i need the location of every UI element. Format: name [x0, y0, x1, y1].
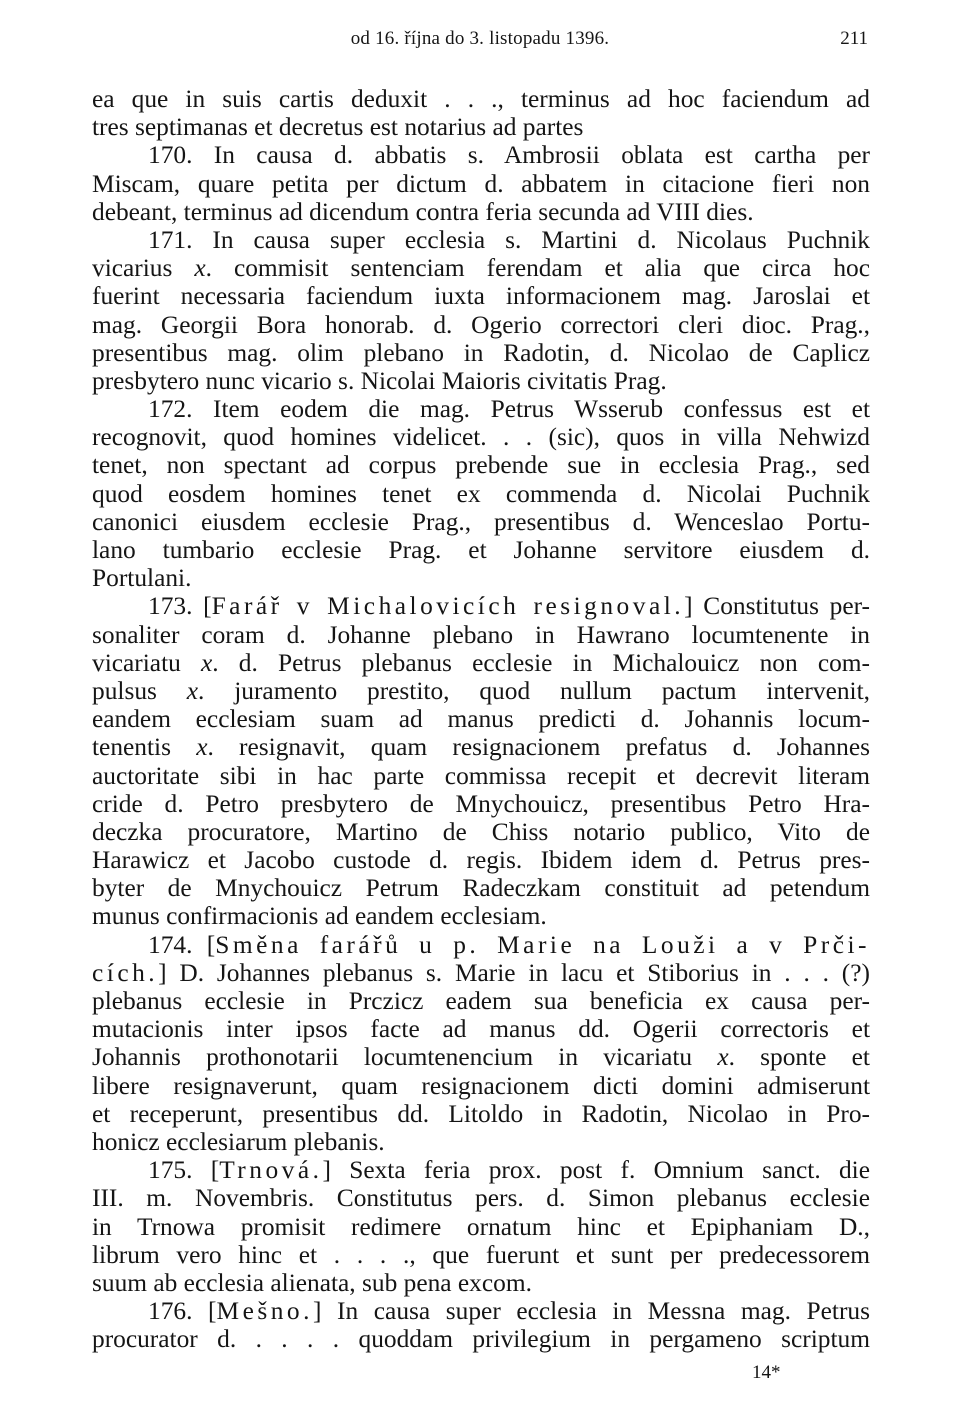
text-line	[92, 1269, 870, 1297]
text-line	[92, 141, 870, 169]
text-segment: presbytero nunc vicario s. Nicolai Maioris civitatis Prag.	[92, 366, 667, 395]
text-line	[92, 226, 870, 254]
text-line	[92, 85, 870, 113]
text-line	[92, 451, 870, 479]
text-segment: sonaliter coram d. Johanne plebano in Hawrano locumtenente in	[92, 620, 870, 649]
text-segment: 176. [	[148, 1297, 217, 1326]
text-segment: 171. In causa super ecclesia s. Martini d. Nicolaus Puchnik	[148, 225, 870, 254]
text-segment: librum vero hinc et . . . ., que fuerunt et sunt per predecessorem	[92, 1240, 870, 1269]
text-segment: deczka procuratore, Martino de Chiss notario publico, Vito de	[92, 817, 870, 846]
text-segment: Portulani.	[92, 564, 192, 593]
text-segment: lano tumbario ecclesie Prag. et Johanne servitore eiusdem d.	[92, 536, 870, 564]
text-segment: cích.	[92, 958, 159, 987]
text-segment: 170. In causa d. abbatis s. Ambrosii oblata est cartha per	[148, 141, 870, 170]
text-line	[92, 649, 870, 677]
text-segment: x	[717, 1043, 729, 1072]
text-line	[92, 254, 870, 282]
text-segment: ] Sexta feria prox. post f. Omnium sanct. die	[322, 1156, 870, 1185]
text-line	[92, 1213, 870, 1241]
text-line	[92, 1325, 870, 1353]
text-line	[92, 1156, 870, 1184]
text-segment: et receperunt, presentibus dd. Litoldo in Radotin, Nicolao in Pro-	[92, 1099, 870, 1128]
text-segment: 174. [	[148, 930, 216, 959]
text-segment: cride d. Petro presbytero de Mnychouicz, presentibus Petro Hra-	[92, 789, 870, 818]
text-segment: recognovit, quod homines videlicet. . . (sic), quos in villa Nehwizd	[92, 423, 870, 452]
text-segment: Směna farářů u p. Marie na Louži a v Prči-	[215, 930, 870, 959]
text-segment: debeant, terminus ad dicendum contra feria secunda ad VIII dies.	[92, 197, 754, 226]
text-line	[92, 902, 870, 930]
text-line	[92, 395, 870, 423]
text-segment: ea que in suis cartis deduxit . . ., terminus ad hoc faciendum ad	[92, 85, 870, 113]
text-segment: pulsus	[92, 676, 187, 705]
text-line	[92, 536, 870, 564]
text-line	[92, 198, 870, 226]
text-segment: Johannis prothonotarii locumtenencium in vicariatu	[92, 1043, 718, 1072]
body-text	[92, 85, 870, 1353]
text-line	[92, 874, 870, 902]
text-segment: honicz ecclesiarum plebanis.	[92, 1127, 385, 1156]
text-line	[92, 1100, 870, 1128]
text-segment: tenet, non spectant ad corpus prebende sue in ecclesia Prag., sed	[92, 451, 870, 480]
text-segment: mag. Georgii Bora honorab. d. Ogerio correctori cleri dioc. Prag.,	[92, 310, 870, 339]
text-line	[92, 1015, 870, 1043]
text-line	[92, 1241, 870, 1269]
text-segment: Farář v Michalovicích resignoval.	[211, 592, 685, 621]
text-line	[92, 1128, 870, 1156]
text-line	[92, 1297, 870, 1325]
text-segment: eandem ecclesiam suam ad manus predicti d. Johannis locum-	[92, 705, 870, 734]
text-segment: x	[196, 733, 208, 762]
text-segment: Mešno.	[216, 1297, 313, 1326]
text-line	[92, 367, 870, 395]
text-segment: presentibus mag. olim plebano in Radotin, d. Nicolao de Caplicz	[92, 338, 870, 367]
text-line	[92, 1072, 870, 1100]
text-segment: canonici eiusdem ecclesie Prag., presentibus d. Wenceslao Portu-	[92, 507, 870, 536]
text-segment: 173. [	[148, 592, 212, 621]
text-segment: mutacionis inter ipsos facte ad manus dd. Ogerii correctoris et	[92, 1015, 870, 1044]
text-segment: . commisit sentenciam ferendam et alia que circa hoc	[205, 254, 870, 283]
text-segment: . resignavit, quam resignacionem prefatus d. Johannes	[207, 733, 870, 762]
text-segment: ] D. Johannes plebanus s. Marie in lacu et Stiborius in . . . (?)	[158, 958, 870, 987]
text-segment: in Trnowa promisit redimere ornatum hinc et Epiphaniam D.,	[92, 1212, 870, 1241]
text-segment: byter de Mnychouicz Petrum Radeczkam constituit ad petendum	[92, 874, 870, 903]
text-segment: x	[186, 676, 199, 705]
text-line	[92, 818, 870, 846]
text-line	[92, 423, 870, 451]
text-segment: munus confirmacionis ad eandem ecclesiam.	[92, 902, 547, 931]
text-segment: suum ab ecclesia alienata, sub pena excom.	[92, 1268, 532, 1297]
text-line	[92, 339, 870, 367]
text-line	[92, 733, 870, 761]
page-header	[92, 28, 868, 58]
text-line	[92, 677, 870, 705]
text-segment: auctoritate sibi in hac parte commissa recepit et decrevit literam	[92, 761, 870, 790]
page-number: 211	[840, 28, 868, 49]
text-segment: . sponte et	[728, 1043, 870, 1072]
text-segment: tres septimanas et decretus est notarius ad partes	[92, 113, 584, 142]
text-line	[92, 282, 870, 310]
text-segment: 172. Item eodem die mag. Petrus Wsserub confessus est et	[148, 395, 870, 424]
text-segment: Harawicz et Jacobo custode d. regis. Ibidem idem d. Petrus pres-	[92, 846, 870, 875]
text-segment: vicarius	[92, 254, 195, 283]
text-segment: III. m. Novembris. Constitutus pers. d. Simon plebanus ecclesie	[92, 1184, 870, 1213]
text-segment: tenentis	[92, 733, 197, 762]
text-line	[92, 480, 870, 508]
text-line	[92, 931, 870, 959]
text-segment: procurator d. . . . . quoddam privilegium in pergameno scriptum	[92, 1325, 870, 1354]
text-line	[92, 1184, 870, 1212]
text-line	[92, 311, 870, 339]
text-line	[92, 621, 870, 649]
text-line	[92, 959, 870, 987]
text-line	[92, 592, 870, 620]
text-segment: fuerint necessaria faciendum iuxta informacionem mag. Jaroslai et	[92, 282, 870, 311]
text-line	[92, 705, 870, 733]
text-segment: Miscam, quare petita per dictum d. abbatem in citacione fieri non	[92, 169, 870, 198]
text-segment: ] In causa super ecclesia in Messna mag. Petrus	[312, 1297, 870, 1326]
text-segment: x	[201, 648, 213, 677]
text-line	[92, 846, 870, 874]
text-line	[92, 987, 870, 1015]
text-line	[92, 170, 870, 198]
text-segment: vicariatu	[92, 648, 201, 677]
text-segment: . juramento prestito, quod nullum pactum intervenit,	[198, 676, 871, 705]
text-segment: 175. [	[148, 1156, 220, 1185]
text-segment: quod eosdem homines tenet ex commenda d. Nicolai Puchnik	[92, 479, 870, 508]
text-line	[92, 790, 870, 818]
signature-mark: 14*	[752, 1362, 781, 1383]
text-line	[92, 1043, 870, 1071]
text-line	[92, 113, 870, 141]
text-segment: x	[194, 254, 206, 283]
text-segment: plebanus ecclesie in Prczicz eadem sua beneficia ex causa per-	[92, 987, 870, 1015]
text-segment: ] Constitutus per-	[684, 592, 870, 621]
text-segment: . d. Petrus plebanus ecclesie in Michalouicz non com-	[212, 648, 871, 677]
text-line	[92, 762, 870, 790]
text-segment: libere resignaverunt, quam resignacionem dicti domini admiserunt	[92, 1071, 870, 1100]
running-title: od 16. října do 3. listopadu 1396.	[350, 28, 610, 49]
text-line	[92, 508, 870, 536]
text-line	[92, 564, 870, 592]
text-segment: Trnová.	[219, 1156, 323, 1185]
